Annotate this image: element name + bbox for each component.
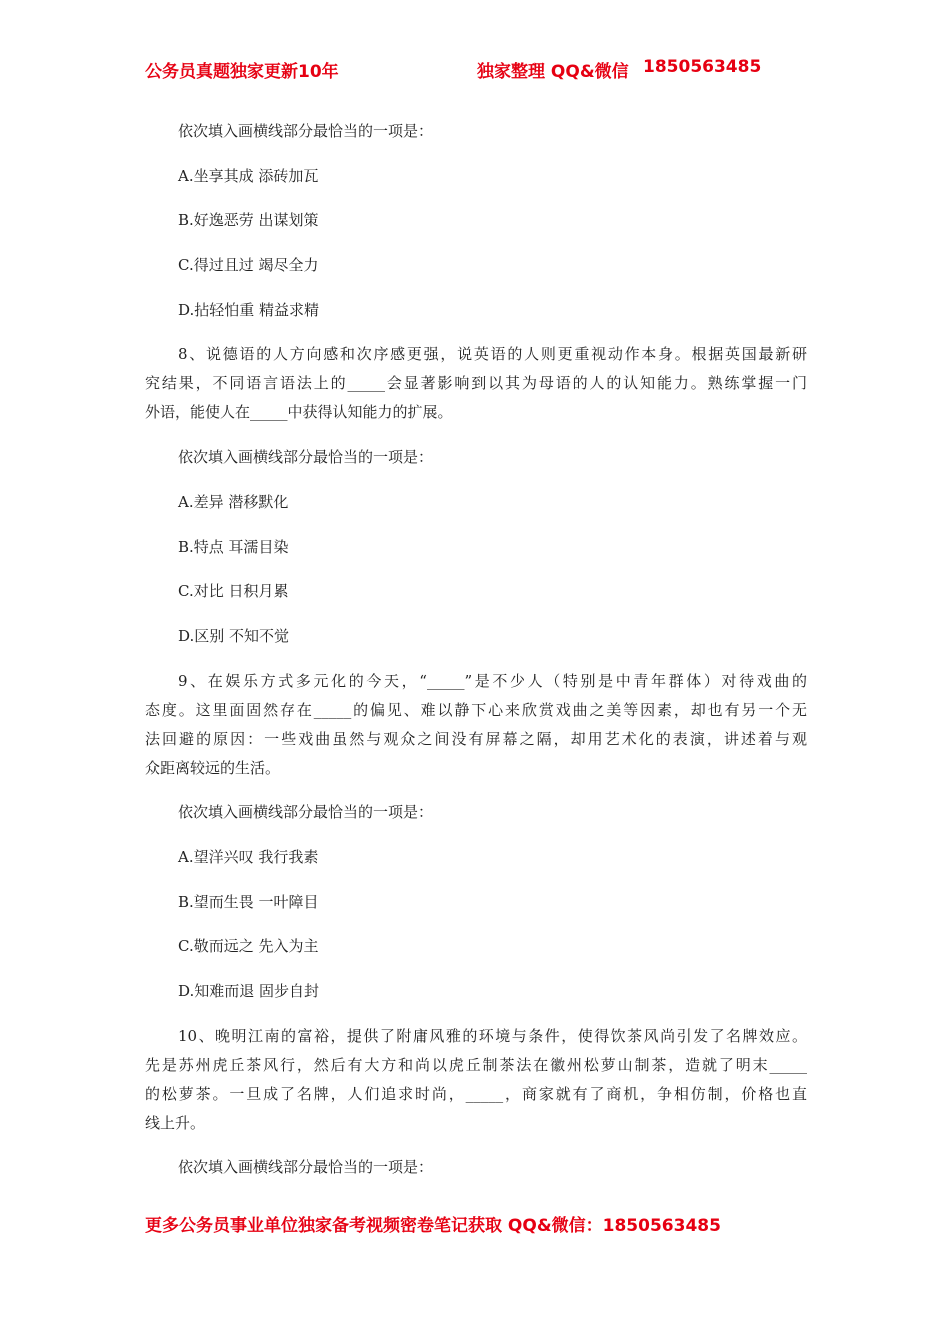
- answer-option: A.差异 潜移默化: [178, 492, 289, 511]
- answer-option: B.特点 耳濡目染: [178, 537, 289, 556]
- question-paragraph: [145, 667, 807, 783]
- header-contact-number: 1850563485: [643, 57, 762, 77]
- question-prompt: 依次填入画横线部分最恰当的一项是：: [178, 1158, 434, 1177]
- question-paragraph: [145, 1022, 807, 1138]
- answer-option: D.拈轻怕重 精益求精: [178, 300, 320, 319]
- question-line: 法回避的原因：一些戏曲虽然与观众之间没有屏幕之隔，却用艺术化的表演，讲述着与观: [145, 729, 807, 748]
- question-line: 8、说德语的人方向感和次序感更强，说英语的人则更重视动作本身。根据英国最新研: [178, 345, 807, 364]
- document-body: [145, 117, 807, 1198]
- question-line: 态度。这里面固然存在_____的偏见、难以静下心来欣赏戏曲之美等因素，却也有另一个无: [145, 700, 807, 719]
- question-line: 众距离较远的生活。: [145, 758, 281, 777]
- question-line: 先是苏州虎丘茶风行，然后有大方和尚以虎丘制茶法在徽州松萝山制茶，造就了明末_____: [145, 1055, 807, 1074]
- answer-option: D.区别 不知不觉: [178, 626, 290, 645]
- answer-option: A.望洋兴叹 我行我素: [178, 847, 319, 866]
- answer-option: B.望而生畏 一叶障目: [178, 892, 319, 911]
- question-prompt: 依次填入画横线部分最恰当的一项是：: [178, 803, 434, 822]
- question-line: 外语，能使人在_____中获得认知能力的扩展。: [145, 403, 453, 422]
- answer-option: C.得过且过 竭尽全力: [178, 256, 319, 275]
- answer-option: C.对比 日积月累: [178, 582, 289, 601]
- question-prompt: 依次填入画横线部分最恰当的一项是：: [178, 122, 434, 140]
- question-line: 9、在娱乐方式多元化的今天，“_____”是不少人（特别是中青年群体）对待戏曲的: [178, 671, 807, 690]
- question-line: 10、晚明江南的富裕，提供了附庸风雅的环境与条件，使得饮茶风尚引发了名牌效应。: [178, 1026, 807, 1045]
- header-title: 公务员真题独家更新10年: [145, 62, 339, 82]
- answer-option: D.知难而退 固步自封: [178, 982, 320, 1000]
- question-paragraph: [145, 340, 807, 427]
- answer-option: C.敬而远之 先入为主: [178, 937, 319, 956]
- question-line: 的松萝茶。一旦成了名牌，人们追求时尚，_____，商家就有了商机，争相仿制，价格也直: [145, 1084, 807, 1103]
- footer-promo: 更多公务员事业单位独家备考视频密卷笔记获取 QQ&微信：1850563485: [145, 1216, 721, 1236]
- question-line: 究结果，不同语言语法上的_____会显著影响到以其为母语的人的认知能力。熟练掌握一门: [145, 374, 807, 393]
- header-contact-label: 独家整理 QQ&微信: [477, 62, 629, 82]
- answer-option: B.好逸恶劳 出谋划策: [178, 211, 319, 230]
- question-line: 线上升。: [145, 1113, 206, 1132]
- question-prompt: 依次填入画横线部分最恰当的一项是：: [178, 448, 434, 467]
- answer-option: A.坐享其成 添砖加瓦: [178, 166, 319, 185]
